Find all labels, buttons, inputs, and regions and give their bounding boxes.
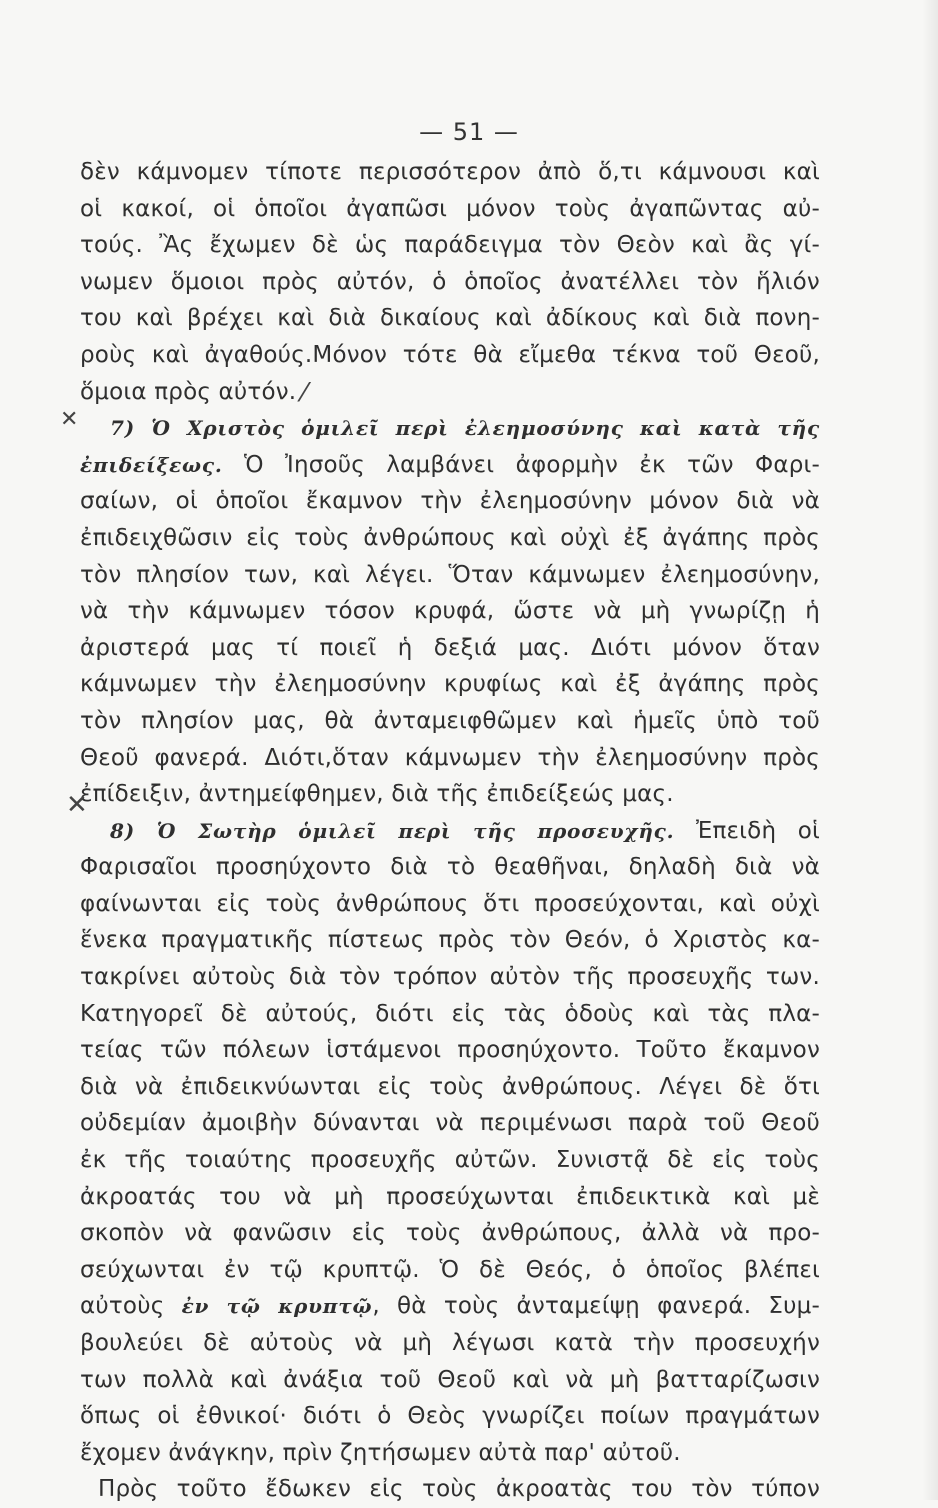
text-line: του καὶ βρέχει καὶ διὰ δικαίους καὶ ἀδίκους καὶ διὰ πονη-: [80, 305, 820, 332]
text-line: νωμεν ὅμοιοι πρὸς αὐτόν, ὁ ὁποῖος ἀνατέλλει τὸν ἥλιόν: [80, 268, 820, 295]
text-line: κάμνωμεν τὴν ἐλεημοσύνην κρυφίως καὶ ἐξ ἀγάπης πρὸς: [80, 671, 820, 698]
text-line: οἱ κακοί, οἱ ὁποῖοι ἀγαπῶσι μόνον τοὺς ἀγαπῶντας αὐ-: [80, 195, 820, 222]
page-edge-shadow: [922, 0, 938, 1500]
section-heading-8: [80, 813, 820, 850]
text-fragment: , θὰ τοὺς ἀνταμείψῃ φανερά. Συμ-: [372, 1293, 820, 1320]
text-line: ὅπως οἱ ἐθνικοί· διότι ὁ Θεὸς γνωρίζει ποίων πραγμάτων: [80, 1403, 820, 1430]
text-line: Θεοῦ φανερά. Διότι,ὅταν κάμνωμεν τὴν ἐλεημοσύνην πρὸς: [80, 744, 820, 771]
text-line: Κατηγορεῖ δὲ αὐτούς, διότι εἰς τὰς ὁδοὺς καὶ τὰς πλα-: [80, 1000, 820, 1027]
text-line: ἐκ τῆς τοιαύτης προσευχῆς αὐτῶν. Συνιστᾷ δὲ εἰς τοὺς: [80, 1147, 820, 1174]
text-line: δὲν κάμνομεν τίποτε περισσότερον ἀπὸ ὅ,τι κάμνουσι καὶ: [80, 159, 820, 185]
text-line: τούς. Ἂς ἔχωμεν δὲ ὡς παράδειγμα τὸν Θεὸν καὶ ἂς γί-: [80, 232, 820, 259]
text-line: των πολλὰ καὶ ἀνάξια τοῦ Θεοῦ καὶ νὰ μὴ βατταρίζωσιν: [80, 1366, 820, 1393]
section-heading-7: [80, 410, 820, 447]
pen-x-mark: ✕: [60, 407, 79, 432]
text-line: διὰ νὰ ἐπιδεικνύωνται εἰς τοὺς ἀνθρώπους. Λέγει δὲ ὅτι: [80, 1073, 820, 1100]
pen-tick-mark: ⁄: [302, 378, 307, 408]
text-line: ἀριστερά μας τί ποιεῖ ἡ δεξιά μας. Διότι μόνον ὅταν: [80, 634, 820, 661]
heading-7-text: Ὁ Ἰησοῦς λαμβάνει ἀφορμὴν ἐκ τῶν Φαρι-: [222, 451, 820, 478]
text-line: Πρὸς τοῦτο ἔδωκεν εἰς τοὺς ἀκροατὰς του τὸν τύπον: [98, 1476, 820, 1503]
page-number: — 51 —: [419, 118, 519, 146]
text-line: ὅμοια πρὸς αὐτόν.: [80, 378, 297, 405]
text-line: τείας τῶν πόλεων ἱστάμενοι προσηύχοντο. Τοῦτο ἔκαμνον: [80, 1037, 820, 1064]
text-line: σεύχωνται ἐν τῷ κρυπτῷ. Ὁ δὲ Θεός, ὁ ὁποῖος βλέπει: [80, 1256, 820, 1283]
text-line: ροὺς καὶ ἀγαθούς.Μόνον τότε θὰ εἴμεθα τέκνα τοῦ Θεοῦ,: [80, 341, 820, 368]
text-line: οὐδεμίαν ἀμοιβὴν δύνανται νὰ περιμένωσι παρὰ τοῦ Θεοῦ: [80, 1110, 820, 1137]
text-line: ἐπίδειξιν, ἀντημείφθημεν, διὰ τῆς ἐπιδείξεώς μας.: [80, 781, 674, 808]
text-fragment: αὐτοὺς: [80, 1293, 182, 1320]
text-line: ἐπιδειχθῶσιν εἰς τοὺς ἀνθρώπους καὶ οὐχὶ ἐξ ἀγάπης πρὸς: [80, 524, 820, 551]
text-line: τὸν πλησίον των, καὶ λέγει. Ὅταν κάμνωμεν ἐλεημοσύνην,: [80, 561, 820, 588]
heading-8-title: 8) Ὁ Σωτὴρ ὁμιλεῖ περὶ τῆς προσευχῆς.: [110, 818, 675, 843]
text-line: σκοπὸν νὰ φανῶσιν εἰς τοὺς ἀνθρώπους, ἀλλὰ νὰ προ-: [80, 1220, 820, 1247]
pen-x-mark: ✕: [66, 790, 88, 820]
text-line: [80, 447, 820, 484]
text-line: ἀκροατάς του νὰ μὴ προσεύχωνται ἐπιδεικτικὰ καὶ μὲ: [80, 1183, 820, 1210]
text-line: ἔχομεν ἀνάγκην, πρὶν ζητήσωμεν αὐτὰ παρ' αὐτοῦ.: [80, 1439, 681, 1466]
text-line: Φαρισαῖοι προσηύχοντο διὰ τὸ θεαθῆναι, δηλαδὴ διὰ νὰ: [80, 854, 820, 881]
heading-7-title-end: ἐπιδείξεως.: [80, 452, 223, 477]
text-line: [80, 1288, 820, 1325]
text-line: τὸν πλησίον μας, θὰ ἀνταμειφθῶμεν καὶ ἡμεῖς ὑπὸ τοῦ: [80, 707, 820, 734]
text-line: φαίνωνται εἰς τοὺς ἀνθρώπους ὅτι προσεύχονται, καὶ οὐχὶ: [80, 890, 820, 917]
text-line: νὰ τὴν κάμνωμεν τόσον κρυφά, ὥστε νὰ μὴ γνωρίζῃ ἡ: [80, 598, 820, 625]
text-line: σαίων, οἱ ὁποῖοι ἔκαμνον τὴν ἐλεημοσύνην μόνον διὰ νὰ: [80, 488, 820, 515]
body-text: [80, 154, 820, 1508]
text-line: τακρίνει αὐτοὺς διὰ τὸν τρόπον αὐτὸν τῆς προσευχῆς των.: [80, 964, 820, 991]
inline-italic-phrase: ἐν τῷ κρυπτῷ: [181, 1294, 373, 1319]
text-line: ἕνεκα πραγματικῆς πίστεως πρὸς τὸν Θεόν, ὁ Χριστὸς κα-: [80, 927, 820, 954]
text-line: βουλεύει δὲ αὐτοὺς νὰ μὴ λέγωσι κατὰ τὴν προσευχήν: [80, 1330, 820, 1356]
heading-7-title: 7) Ὁ Χριστὸς ὁμιλεῖ περὶ ἐλεημοσύνης καὶ κατὰ τῆς: [110, 416, 820, 441]
heading-8-text: Ἐπειδὴ οἱ: [674, 817, 820, 844]
